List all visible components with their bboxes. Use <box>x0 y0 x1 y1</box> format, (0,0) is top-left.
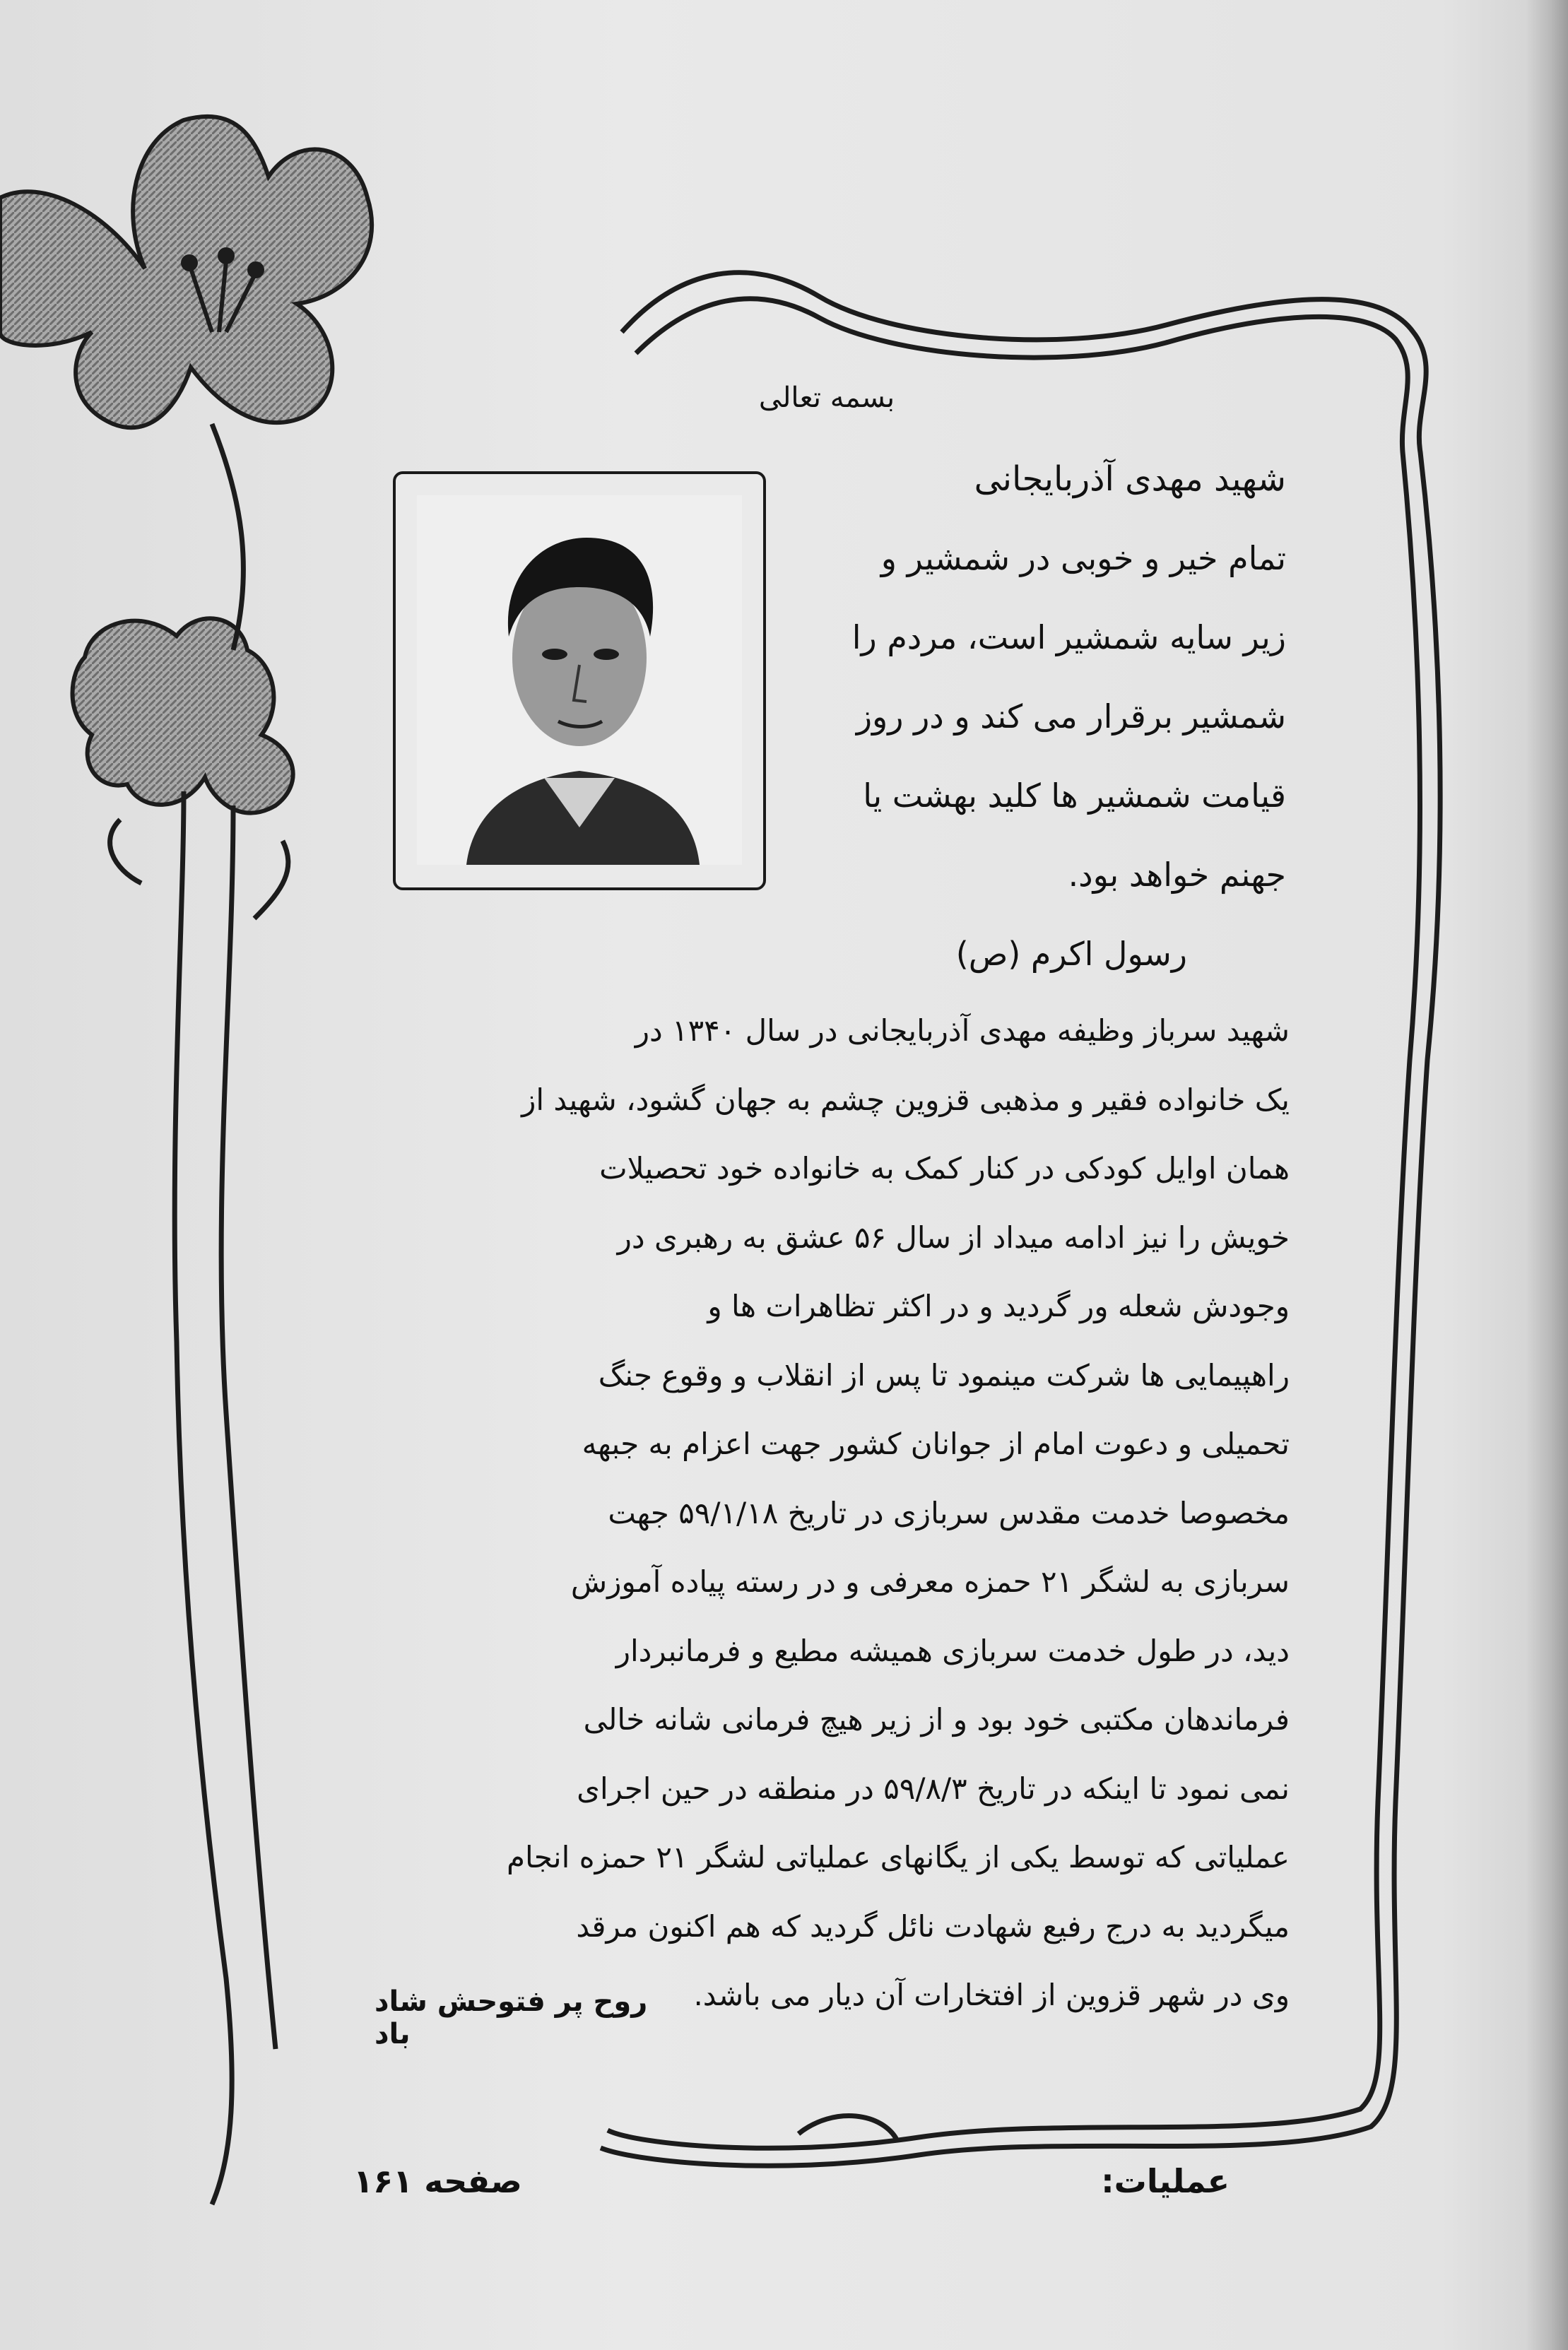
bio-line: یک خانواده فقیر و مذهبی قزوین چشم به جهان گشود، شهید از <box>521 1082 1290 1117</box>
bio-line: میگردید به درج رفیع شهادت نائل گردید که هم اکنون مرقد <box>576 1908 1290 1944</box>
basmala-heading: بسمه تعالی <box>758 382 895 414</box>
operations-label: عملیات: <box>1101 2162 1230 2200</box>
bio-line: وی در شهر قزوین از افتخارات آن دیار می باشد. <box>693 1978 1290 2012</box>
large-flower-icon <box>0 117 372 427</box>
martyr-name-heading: شهید مهدی آذربایجانی <box>974 459 1286 499</box>
bio-line: راهپیمایی ها شرکت مینمود تا پس از انقلاب و وقوع جنگ <box>598 1357 1290 1393</box>
bio-line: نمی نمود تا اینکه در تاریخ ۵۹/۸/۳ در منطقه در حین اجرای <box>577 1771 1290 1806</box>
quote-line: شمشیر برقرار می کند و در روز <box>856 697 1286 736</box>
bio-line: مخصوصا خدمت مقدس سربازی در تاریخ ۵۹/۱/۱۸ جهت <box>608 1495 1290 1530</box>
bio-line: دید، در طول خدمت سربازی همیشه مطیع و فرمانبردار <box>615 1633 1290 1668</box>
bio-line: خویش را نیز ادامه میداد از سال ۵۶ عشق به رهبری در <box>617 1220 1290 1255</box>
bio-line: شهید سرباز وظیفه مهدی آذربایجانی در سال ۱۳۴۰ در <box>635 1013 1290 1048</box>
quote-line: قیامت شمشیر ها کلید بهشت یا <box>863 777 1286 815</box>
closing-prayer: روح پر فتوحش شاد باد <box>375 1985 648 2050</box>
small-flower-icon <box>73 618 293 813</box>
bio-line: همان اوایل کودکی در کنار کمک به خانواده خود تحصیلات <box>599 1151 1290 1186</box>
quote-line: جهنم خواهد بود. <box>1068 856 1286 894</box>
bio-line: فرماندهان مکتبی خود بود و از زیر هیچ فرمانی شانه خالی <box>583 1702 1290 1737</box>
martyr-portrait <box>417 495 742 865</box>
quote-line: تمام خیر و خوبی در شمشیر و <box>880 539 1286 577</box>
quote-attribution: رسول اکرم (ص) <box>955 935 1187 973</box>
quote-block <box>798 439 1286 993</box>
quote-line: زیر سایه شمشیر است، مردم را <box>851 618 1286 656</box>
page-number: صفحه ۱۶۱ <box>353 2162 522 2200</box>
martyr-photo-frame <box>393 471 766 890</box>
bio-line: تحمیلی و دعوت امام از جوانان کشور جهت اعزام به جبهه <box>582 1427 1290 1461</box>
bio-line: وجودش شعله ور گردید و در اکثر تظاهرات ها و <box>707 1289 1290 1323</box>
biography-paragraph <box>367 996 1290 2030</box>
bio-line: عملیاتی که توسط یکی از یگانهای عملیاتی لشگر ۲۱ حمزه انجام <box>507 1840 1290 1874</box>
bio-line: سربازی به لشگر ۲۱ حمزه معرفی و در رسته پیاده آموزش <box>570 1564 1290 1599</box>
